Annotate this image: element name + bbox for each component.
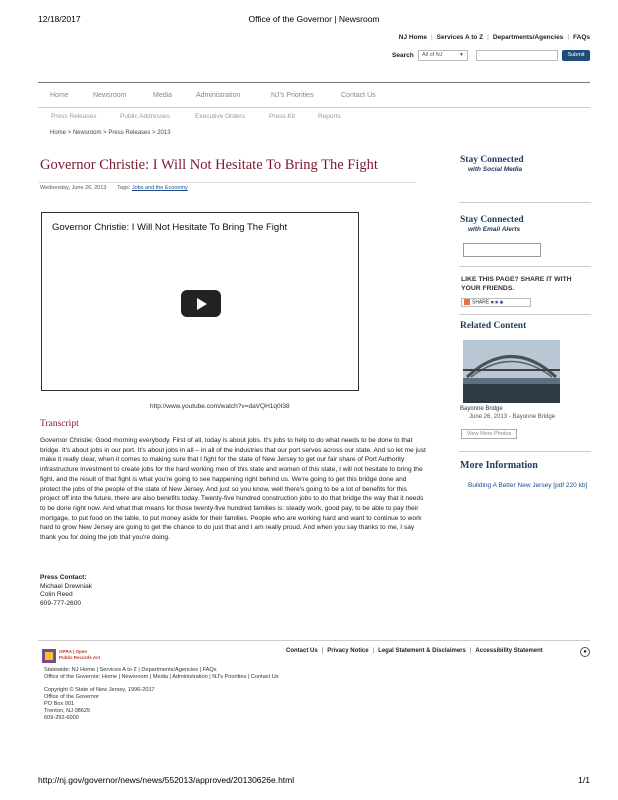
footer-office-links[interactable]: Office of the Governor: Home | Newsroom | Media | Administration | NJ's Priorities | Contact Us bbox=[44, 674, 279, 680]
main-nav bbox=[38, 82, 590, 108]
opra-logo-text: OPRA | Open Public Records Act bbox=[59, 649, 101, 660]
more-information-heading: More Information bbox=[460, 460, 538, 471]
main-nav-contact[interactable]: Contact Us bbox=[341, 92, 376, 99]
contact-name: Michael Drewniak bbox=[40, 582, 93, 590]
play-icon bbox=[197, 298, 207, 310]
print-header bbox=[38, 14, 590, 28]
share-icon bbox=[464, 299, 470, 305]
opra-logo[interactable] bbox=[42, 648, 110, 664]
accessibility-icon[interactable]: ● bbox=[580, 647, 590, 657]
sidebar-divider bbox=[459, 314, 591, 315]
article-meta bbox=[40, 185, 188, 191]
breadcrumb[interactable]: Home > Newsroom > Press Releases > 2013 bbox=[50, 130, 171, 136]
share-button[interactable] bbox=[461, 298, 531, 307]
contact-phone: 609-777-2600 bbox=[40, 599, 82, 607]
search-label: Search bbox=[392, 52, 414, 59]
more-info-link[interactable]: Building A Better New Jersey [pdf 220 kb] bbox=[468, 482, 588, 489]
photo-caption-sub: June 26, 2013 - Bayonne Bridge bbox=[469, 413, 556, 420]
social-heading: Stay Connected bbox=[460, 155, 524, 165]
main-nav-media[interactable]: Media bbox=[153, 92, 173, 99]
press-contact-label: Press Contact: bbox=[40, 574, 87, 581]
print-date: 12/18/2017 bbox=[38, 14, 81, 24]
share-label: SHARE bbox=[472, 299, 490, 306]
search-input[interactable] bbox=[476, 50, 558, 61]
main-nav-home[interactable]: Home bbox=[50, 92, 69, 99]
footer-copyright: Copyright © State of New Jersey, 1996-2017 bbox=[44, 687, 155, 693]
transcript-body: Governor Christie: Good morning everybody. First of all, today is about jobs. It's jobs to help to do what needs to be done to that bridge. It's about jobs in our port. It's about jobs in all – in all of the industries that our port serves across our state. And so let me just make it really clear, when it comes to making sure that I fight for the state of New Jersey to get our fair share of Port Authority infrastructure investment to create jobs for the hard working men of this state and women of this state, I will not hesitate to bring the fight, and the result of that fight is what you're going to see happening right behind us. We're going to get this bridge done and protect the jobs of the people of the state of New Jersey. And just so you know, well there's going to be a lot of benefits for this project off into the future, there are also benefits today. Twenty-five hundred construction jobs to do that bridge the way that it needs to be done right now. And what that means for those twenty-five hundred families is: steady work, good pay, to be able to pay their mortgage, to put food on the table, to put money aside for their families. People who are working hard and want to continue to work hard to grow New Jersey are going to get the chance to do just that and I am really proud. And when you say thanks to me, I say thank you for doing the job that you're doing. bbox=[40, 437, 426, 542]
article-date: Wednesday, June 26, 2013 bbox=[40, 185, 107, 191]
nav-services-a-to-z[interactable]: Services A to Z bbox=[436, 34, 484, 41]
main-nav-administration[interactable]: Administration bbox=[196, 92, 241, 99]
social-icons: ■ ■ ◆ bbox=[490, 299, 504, 306]
search-scope-select[interactable] bbox=[418, 50, 468, 61]
main-nav-newsroom[interactable]: Newsroom bbox=[93, 92, 127, 99]
photo-caption-title: Bayonne Bridge bbox=[460, 406, 503, 412]
print-title: Office of the Governor | Newsroom bbox=[248, 14, 380, 24]
nav-nj-home[interactable]: NJ Home bbox=[398, 34, 427, 41]
sidebar-divider bbox=[459, 451, 591, 452]
tags-label: Tags: bbox=[117, 185, 131, 191]
sub-nav-public-addresses[interactable]: Public Addresses bbox=[120, 113, 170, 120]
sub-nav-executive-orders[interactable]: Executive Orders bbox=[195, 113, 245, 120]
video-player[interactable] bbox=[41, 212, 359, 391]
nav-departments[interactable]: Departments/Agencies bbox=[492, 34, 564, 41]
press-contact bbox=[40, 574, 92, 608]
title-divider bbox=[38, 182, 416, 183]
contact-name: Colin Reed bbox=[40, 591, 73, 599]
print-footer bbox=[38, 775, 590, 789]
photo-caption bbox=[460, 406, 555, 421]
footer-statewide-links[interactable]: Statewide: NJ Home | Services A to Z | Departments/Agencies | FAQs bbox=[44, 667, 217, 673]
print-page-number: 1/1 bbox=[578, 775, 590, 785]
footer-address: Office of the Governor PO Box 001 Trenton, NJ 08625 609-292-6000 bbox=[44, 694, 99, 721]
footer-divider bbox=[38, 640, 590, 641]
nav-faqs[interactable]: FAQs bbox=[573, 34, 590, 41]
print-url: http://nj.gov/governor/news/news/552013/approved/20130626e.html bbox=[38, 775, 295, 785]
top-utility-nav: NJ Home | Services A to Z | Departments/Agencies | FAQs bbox=[398, 34, 590, 41]
transcript-heading: Transcript bbox=[40, 419, 79, 429]
chevron-down-icon: ▼ bbox=[459, 52, 464, 58]
social-subheading[interactable]: with Social Media bbox=[468, 166, 523, 173]
sidebar-divider bbox=[459, 202, 591, 203]
email-heading: Stay Connected bbox=[460, 215, 524, 225]
play-button[interactable] bbox=[181, 290, 221, 317]
sidebar-divider bbox=[459, 266, 591, 267]
view-more-photos-button[interactable]: View More Photos bbox=[461, 429, 517, 439]
footer-links: Contact Us | Privacy Notice | Legal Statement & Disclaimers | Accessibility Statement bbox=[286, 648, 543, 654]
sub-nav-reports[interactable]: Reports bbox=[318, 113, 341, 120]
tag-link[interactable]: Jobs and the Economy bbox=[131, 185, 188, 191]
related-content-heading: Related Content bbox=[460, 321, 527, 331]
footer-contact-us[interactable]: Contact Us bbox=[286, 648, 318, 654]
main-nav-priorities[interactable]: NJ's Priorities bbox=[271, 92, 314, 99]
footer-privacy[interactable]: Privacy Notice bbox=[327, 648, 369, 654]
video-title: Governor Christie: I Will Not Hesitate To Bring The Fight bbox=[52, 222, 288, 233]
search-submit-button[interactable]: Submit bbox=[562, 50, 590, 61]
search-bar bbox=[392, 50, 590, 62]
search-scope-value: All of NJ bbox=[422, 52, 443, 58]
bridge-photo[interactable] bbox=[463, 340, 560, 403]
sub-nav-press-releases[interactable]: Press Releases bbox=[51, 113, 97, 120]
share-prompt: LIKE THIS PAGE? SHARE IT WITH YOUR FRIENDS. bbox=[461, 276, 572, 292]
email-input[interactable] bbox=[463, 243, 541, 257]
page-title: Governor Christie: I Will Not Hesitate To Bring The Fight bbox=[40, 157, 378, 173]
email-subheading[interactable]: with Email Alerts bbox=[468, 226, 521, 233]
footer-legal[interactable]: Legal Statement & Disclaimers bbox=[378, 648, 466, 654]
footer-accessibility[interactable]: Accessibility Statement bbox=[475, 648, 543, 654]
video-url[interactable]: http://www.youtube.com/watch?v=daVQH1q0I38 bbox=[150, 403, 290, 410]
bayonne-bridge-image bbox=[463, 340, 560, 403]
sub-nav-press-kit[interactable]: Press Kit bbox=[269, 113, 296, 120]
